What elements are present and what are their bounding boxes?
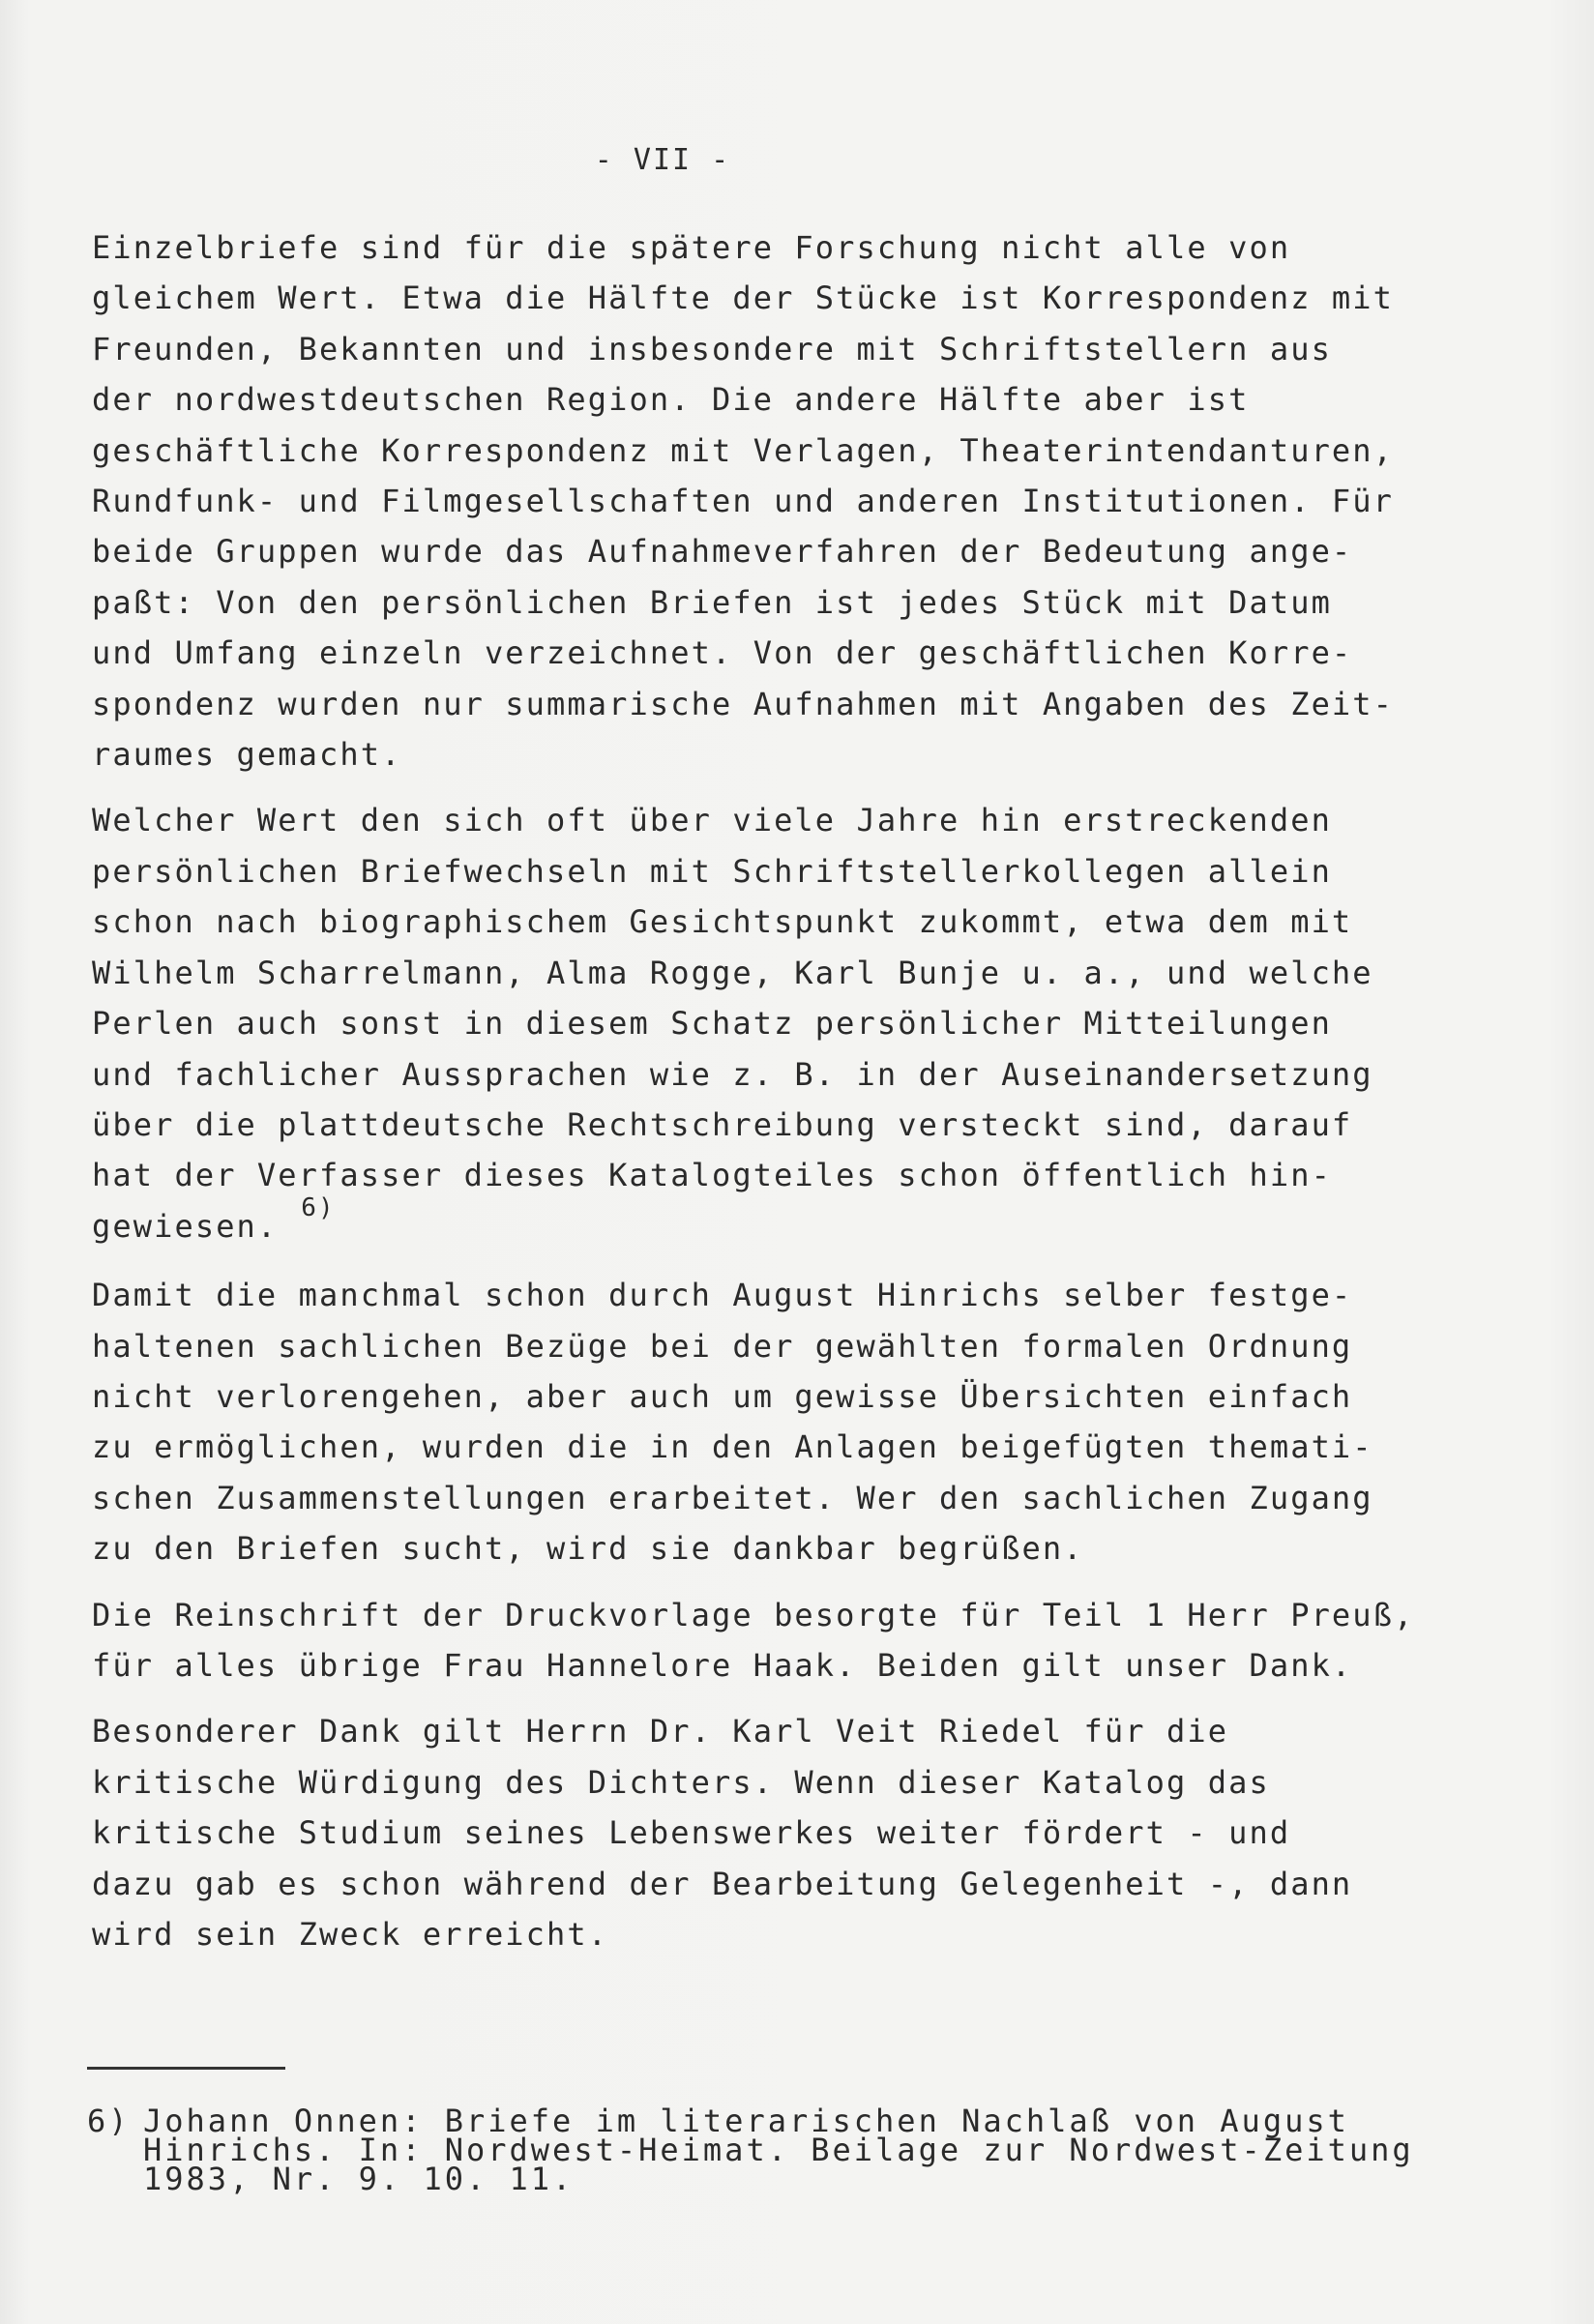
text-line: gleichem Wert. Etwa die Hälfte der Stücke ist Korrespondenz mit	[92, 279, 1395, 317]
footnote-text: Johann Onnen: Briefe im literarischen Nachlaß von August	[143, 2103, 1349, 2139]
text-line: haltenen sachlichen Bezüge bei der gewählten formalen Ordnung	[92, 1327, 1353, 1365]
footnote-reference: 6)	[301, 1192, 336, 1222]
text-line: Rundfunk- und Filmgesellschaften und anderen Institutionen. Für	[92, 483, 1395, 520]
paragraph-2	[92, 795, 1407, 1254]
text-line: Die Reinschrift der Druckvorlage besorgte für Teil 1 Herr Preuß,	[92, 1596, 1415, 1633]
text-line: der nordwestdeutschen Region. Die andere Hälfte aber ist	[92, 381, 1250, 419]
text-line: wird sein Zweck erreicht.	[92, 1916, 609, 1953]
text-line: Perlen auch sonst in diesem Schatz persönlicher Mitteilungen	[92, 1005, 1332, 1043]
text-line: zu den Briefen sucht, wird sie dankbar begrüßen.	[92, 1530, 1084, 1568]
footnote-mark: 6)	[87, 2103, 131, 2139]
paragraph-4	[92, 1590, 1415, 1692]
paragraph-1	[92, 222, 1407, 780]
text-line: Freunden, Bekannten und insbesondere mit Schriftstellern aus	[92, 330, 1332, 368]
text-line: Damit die manchmal schon durch August Hinrichs selber festge-	[92, 1277, 1353, 1314]
text-line: raumes gemacht.	[92, 736, 402, 774]
text-line: schen Zusammenstellungen erarbeitet. Wer den sachlichen Zugang	[92, 1479, 1373, 1516]
page-number: - VII -	[594, 143, 731, 177]
text-line: schon nach biographischem Gesichtspunkt zukommt, etwa dem mit	[92, 903, 1353, 941]
text-line: dazu gab es schon während der Bearbeitung Gelegenheit -, dann	[92, 1865, 1353, 1902]
paragraph-5	[92, 1706, 1407, 1959]
footnote-text: Hinrichs. In: Nordwest-Heimat. Beilage zur Nordwest-Zeitung	[143, 2132, 1414, 2168]
text-line: beide Gruppen wurde das Aufnahmeverfahren der Bedeutung ange-	[92, 533, 1353, 571]
footnote-line	[87, 2161, 1441, 2197]
text-line: Einzelbriefe sind für die spätere Forschung nicht alle von	[92, 229, 1291, 266]
footnote	[87, 2103, 1441, 2197]
text-line: für alles übrige Frau Hannelore Haak. Beiden gilt unser Dank.	[92, 1646, 1353, 1684]
body-text	[92, 222, 1415, 1975]
text-line: kritische Würdigung des Dichters. Wenn dieser Katalog das	[92, 1763, 1270, 1801]
text-line: Wilhelm Scharrelmann, Alma Rogge, Karl Bunje u. a., und welche	[92, 954, 1373, 991]
text-line: nicht verlorengehen, aber auch um gewisse Übersichten einfach	[92, 1377, 1353, 1415]
text-line: persönlichen Briefwechseln mit Schriftstellerkollegen allein	[92, 852, 1332, 890]
paragraph-3	[92, 1270, 1407, 1574]
text-line: gewiesen.	[92, 1207, 279, 1245]
text-line: geschäftliche Korrespondenz mit Verlagen, Theaterintendanturen,	[92, 431, 1395, 469]
text-line: kritische Studium seines Lebenswerkes weiter fördert - und	[92, 1814, 1291, 1852]
text-line: hat der Verfasser dieses Katalogteiles schon öffentlich hin-	[92, 1157, 1332, 1194]
footnote-separator	[87, 2067, 285, 2070]
text-line: zu ermöglichen, wurden die in den Anlagen beigefügten themati-	[92, 1428, 1373, 1466]
text-line: und Umfang einzeln verzeichnet. Von der geschäftlichen Korre-	[92, 634, 1353, 672]
text-line: über die plattdeutsche Rechtschreibung versteckt sind, darauf	[92, 1105, 1353, 1143]
text-line: paßt: Von den persönlichen Briefen ist jedes Stück mit Datum	[92, 583, 1332, 621]
text-line: spondenz wurden nur summarische Aufnahmen mit Angaben des Zeit-	[92, 685, 1395, 722]
text-line-with-footnote	[92, 1192, 1407, 1254]
footnote-text: 1983, Nr. 9. 10. 11.	[143, 2161, 575, 2197]
text-line: und fachlicher Aussprachen wie z. B. in der Auseinandersetzung	[92, 1055, 1373, 1093]
text-line: Welcher Wert den sich oft über viele Jahre hin erstreckenden	[92, 802, 1332, 839]
text-line: Besonderer Dank gilt Herrn Dr. Karl Veit Riedel für die	[92, 1713, 1229, 1750]
